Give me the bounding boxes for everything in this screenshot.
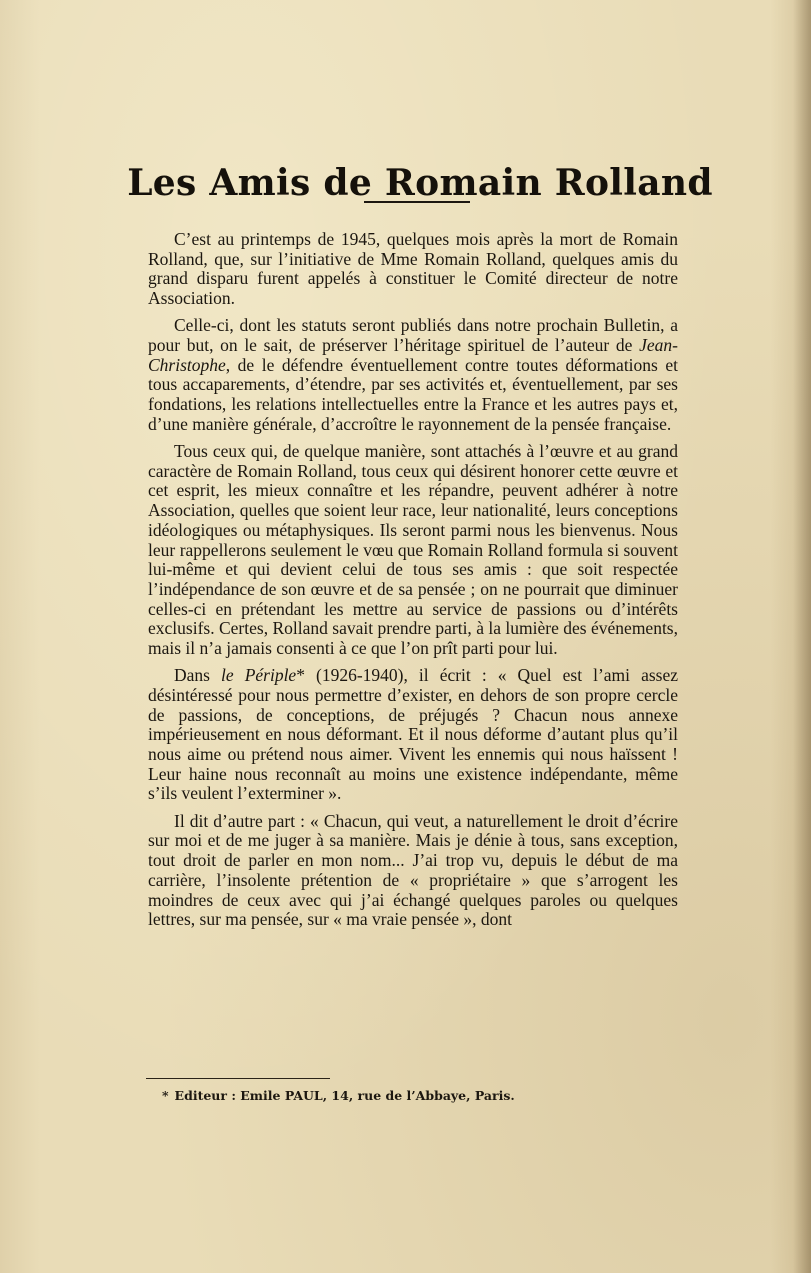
footnote-text: Editeur : Emile PAUL, 14, rue de l’Abbaye, Paris. [174, 1088, 515, 1103]
book-title: Jean-Christophe [148, 335, 678, 375]
title-rule [364, 201, 470, 203]
page-edge-shadow [793, 0, 811, 1273]
footnote [162, 1088, 662, 1103]
paragraph-3: Tous ceux qui, de quelque manière, sont attachés à l’œuvre et au grand caractère de Romain Rolland, tous ceux qui désirent honorer cette œuvre et cet esprit, les mieux connaître et les répandre, peuvent adhérer à notre Association, quelles que soient leur race, leur nationalité, leurs conceptions idéologiques ou métaphysiques. Ils seront parmi nous les bienvenus. Nous leur rappellerons seulement le vœu que Romain Rolland formula si souvent lui-même et qui devient celui de tous ses amis : que soit respectée l’indépendance de son œuvre et de sa pensée ; on ne pourrait que diminuer celles-ci en prétendant les mettre au service de passions ou d’intérêts exclusifs. Certes, Rolland savait prendre parti, à la lumière des événements, mais il n’a jamais consenti à ce que l’on prît parti pour lui. [148, 441, 678, 659]
body-text [148, 230, 678, 937]
paragraph-5: Il dit d’autre part : « Chacun, qui veut, a naturellement le droit d’écrire sur moi et de me juger à sa manière. Mais je dénie à tous, sans exception, tout droit de parler en mon nom... J’ai trop vu, depuis le début de ma carrière, l’insolente prétention de « propriétaire » que s’arrogent les moindres de ceux avec qui j’ai échangé quelques paroles ou quelques lettres, sur ma pensée, sur « ma vraie pensée », dont [148, 810, 678, 930]
paragraph-1: C’est au printemps de 1945, quelques mois après la mort de Romain Rolland, que, sur l’initiative de Mme Romain Rolland, quelques amis du grand disparu furent appelés à constituer le Comité directeur de notre Association. [148, 229, 678, 309]
page-title: Les Amis de Romain Rolland [127, 162, 713, 205]
paragraph-4: Dans le Périple* (1926-1940), il écrit : « Quel est l’ami assez désintéressé pour nous permettre d’exister, en dehors de son propre cercle de passions, de conceptions, de préjugés ? Chacun nous annexe impérieusement en nous déformant. Et il nous déforme d’autant plus qu’il nous aime ou prétend nous aimer. Vivent les ennemis qui nous haïssent ! Leur haine nous reconnaît au moins une existence indépendante, même s’ils veulent l’exterminer ». [148, 665, 679, 804]
book-title: le Périple [221, 665, 297, 686]
footnote-marker: * [162, 1088, 169, 1103]
footnote-rule [146, 1078, 330, 1079]
paragraph-2: Celle-ci, dont les statuts seront publiés dans notre prochain Bulletin, a pour but, on le sait, de préserver l’héritage spirituel de l’auteur de Jean-Christophe, de le défendre éventuellement contre toutes déformations et tous accaparements, d’étendre, par ses activités et, éventuellement, par ses fondations, les relations intellectuelles entre la France et les autres pays et, d’une manière générale, d’accroître le rayonnement de la pensée française. [148, 315, 678, 434]
